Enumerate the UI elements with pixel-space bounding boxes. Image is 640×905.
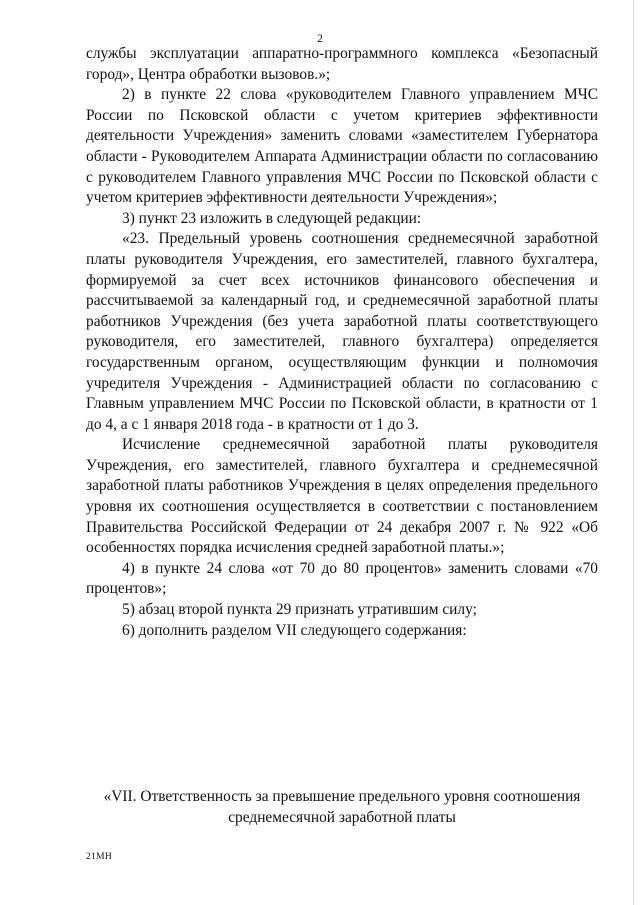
paragraph-item-6: 6) дополнить разделом VII следующего содержания: — [122, 621, 467, 639]
section-title: «VII. Ответственность за превышение предельного уровня соотношения среднемесячной заработной платы — [103, 788, 581, 826]
paragraph-continuation: службы эксплуатации аппаратно-программного комплекса «Безопасный город», Центра обработки вызовов.»; — [86, 45, 598, 83]
paragraph-item-2: 2) в пункте 22 слова «руководителем Главного управлением МЧС России по Псковской области с учетом критериев эффективности деятельности Учреждения» заменить словами «заместителем Губернатора области - Руководителем Аппарата Администрации области по согласованию с руководителем Главного управления МЧС России по Псковской области с учетом критериев эффективности деятельности Учреждения»; — [86, 86, 598, 207]
paragraph-item-4: 4) в пункте 24 слова «от 70 до 80 процентов» заменить словами «70 процентов»; — [86, 559, 598, 598]
paragraph-calculation: Исчисление среднемесячной заработной платы руководителя Учреждения, его заместителей, главного бухгалтера и среднемесячной заработной платы работников Учреждения в целях определения предельного уровня их соотношения осуществляется в соответствии с постановлением Правительства Российской Федерации от 24 декабря 2007 г. № 922 «Об особенностях порядка исчисления средней заработной платы.»; — [86, 436, 598, 557]
page-number: 2 — [317, 33, 323, 45]
paragraph-clause-23: «23. Предельный уровень соотношения среднемесячной заработной платы руководителя Учреждения, его заместителей, главного бухгалтера, формируемой за счет всех источников финансового обеспечения и рассчитываемой за календарный год, и среднемесячной заработной платы работников Учреждения (без учета заработной платы соответствующего руководителя, его заместителей, главного бухгалтера) определяется государственным органом, осуществляющим функции и полномочия учредителя Учреждения - Администрацией области по согласованию с Главным управлением МЧС России по Псковской области, в кратности от 1 до 4, а с 1 января 2018 года - в кратности от 1 до 3. — [86, 230, 598, 433]
document-body — [86, 44, 598, 641]
paragraph-item-3: 3) пункт 23 изложить в следующей редакции: — [122, 209, 422, 227]
footer-code: 21МН — [86, 852, 113, 862]
paragraph-item-5: 5) абзац второй пункта 29 признать утратившим силу; — [122, 601, 477, 619]
page-edge — [633, 0, 634, 905]
